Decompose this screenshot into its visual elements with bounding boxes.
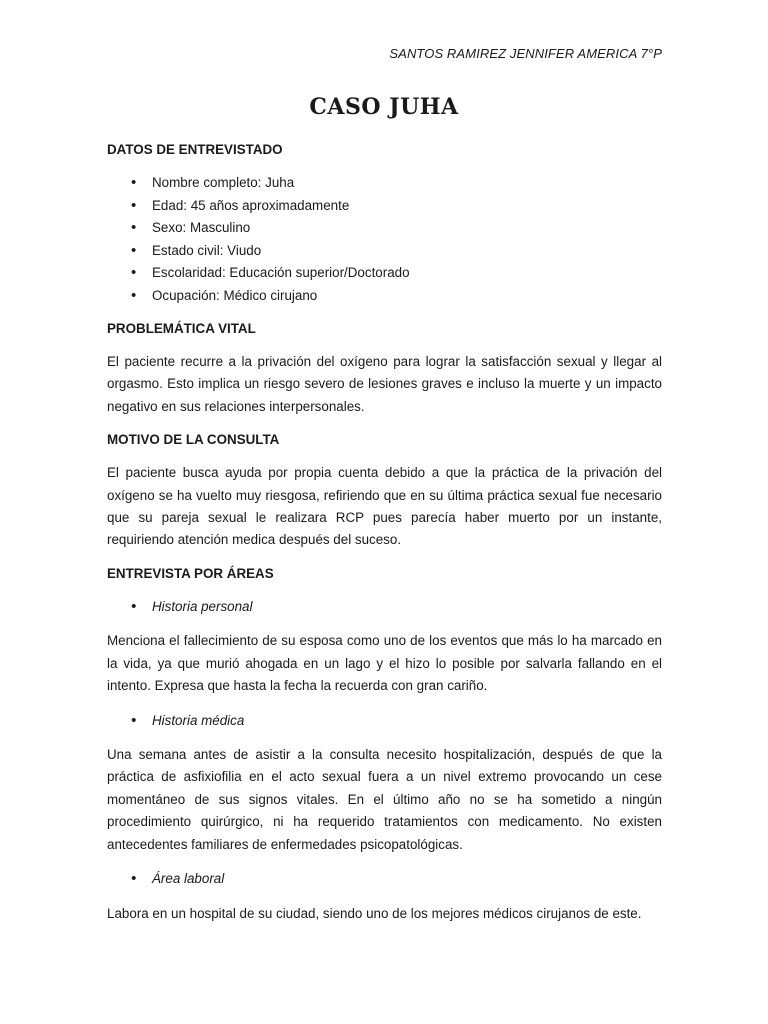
list-item: • Sexo: Masculino xyxy=(107,217,662,240)
paragraph-motivo: El paciente busca ayuda por propia cuenta debido a que la práctica de la privación del oxígeno se ha vuelto muy riesgosa, refiriendo que en su última práctica sexual fue necesario que su pareja sexual le realizara RCP pues parecía haber muerto por un instante, requiriendo atención medica después del suceso. xyxy=(107,465,662,548)
list-item: • Nombre completo: Juha xyxy=(107,172,662,195)
paragraph-problematica: El paciente recurre a la privación del oxígeno para lograr la satisfacción sexual y llegar al orgasmo. Esto implica un riesgo severo de lesiones graves e incluso la muerte y un impacto negativo en sus relaciones interpersonales. xyxy=(107,354,662,414)
subheading-personal: • Historia personal xyxy=(107,596,662,619)
list-item: • Edad: 45 años aproximadamente xyxy=(107,195,662,218)
subheading-personal-list xyxy=(107,596,662,619)
list-item: • Estado civil: Viudo xyxy=(107,240,662,263)
section-heading-problematica: PROBLEMÁTICA VITAL xyxy=(107,321,256,336)
author-header: SANTOS RAMIREZ JENNIFER AMERICA 7°P xyxy=(389,46,662,61)
paragraph-personal: Menciona el fallecimiento de su esposa como uno de los eventos que más lo ha marcado en la vida, ya que murió ahogada en un lago y el hizo lo posible por salvarla fallando en el intento. Expresa que hasta la fecha la recuerda con gran cariño. xyxy=(107,633,662,694)
subheading-medica: • Historia médica xyxy=(107,710,662,733)
list-item: • Escolaridad: Educación superior/Doctorado xyxy=(107,262,662,285)
datos-list xyxy=(107,172,662,307)
document-body xyxy=(107,140,662,937)
subheading-laboral: • Área laboral xyxy=(107,868,662,891)
section-heading-entrevista: ENTREVISTA POR ÁREAS xyxy=(107,565,274,581)
paragraph-medica: Una semana antes de asistir a la consulta necesito hospitalización, después de que la práctica de asfixiofilia en el acto sexual fuera a un nivel extremo provocando un cese momentáneo de sus signos vitales. En el último año no se ha sometido a ningún procedimiento quirúrgico, ni ha requerido tratamientos con medicamento. No existen antecedentes familiares de enfermedades psicopatológicas. xyxy=(107,747,662,852)
subheading-medica-list xyxy=(107,710,662,733)
document-title: CASO JUHA xyxy=(309,94,459,120)
section-heading-datos: DATOS DE ENTREVISTADO xyxy=(107,142,283,157)
list-item: • Ocupación: Médico cirujano xyxy=(107,285,662,308)
subheading-laboral-list xyxy=(107,868,662,891)
section-heading-motivo: MOTIVO DE LA CONSULTA xyxy=(107,432,280,448)
paragraph-laboral: Labora en un hospital de su ciudad, siendo uno de los mejores médicos cirujanos de este. xyxy=(107,905,642,921)
